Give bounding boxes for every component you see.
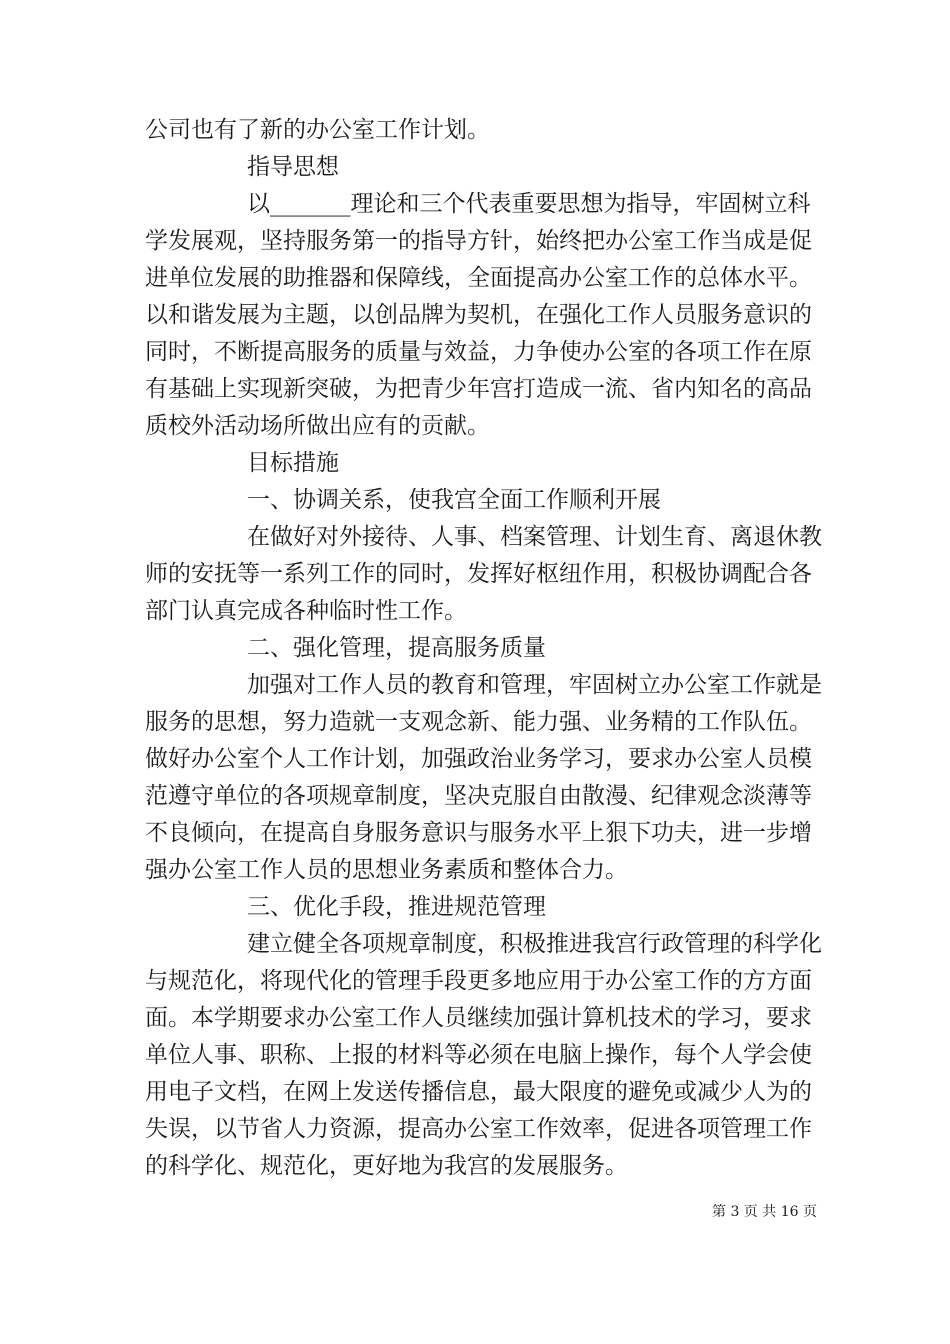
paragraph-line: 与规范化，将现代化的管理手段更多地应用于办公室工作的方方面	[145, 968, 812, 994]
document-body	[145, 112, 822, 1185]
paragraph-line: 做好办公室个人工作计划，加强政治业务学习，要求办公室人员模	[145, 746, 812, 772]
paragraph-line: 在做好对外接待、人事、档案管理、计划生育、离退休教	[247, 524, 822, 550]
subsection-heading: 一、协调关系，使我宫全面工作顺利开展	[247, 487, 661, 513]
paragraph-line: 进单位发展的助推器和保障线，全面提高办公室工作的总体水平。	[145, 265, 812, 291]
section-heading: 指导思想	[247, 154, 339, 180]
paragraph-line: 以_______理论和三个代表重要思想为指导，牢固树立科	[247, 191, 811, 217]
paragraph-line: 公司也有了新的办公室工作计划。	[145, 117, 490, 143]
paragraph-line: 强办公室工作人员的思想业务素质和整体合力。	[145, 857, 628, 883]
paragraph-line: 质校外活动场所做出应有的贡献。	[145, 413, 490, 439]
paragraph-line: 用电子文档，在网上发送传播信息，最大限度的避免或减少人为的	[145, 1079, 812, 1105]
paragraph-line: 建立健全各项规章制度，积极推进我宫行政管理的科学化	[247, 931, 822, 957]
paragraph-line: 加强对工作人员的教育和管理，牢固树立办公室工作就是	[247, 672, 822, 698]
paragraph-line: 师的安抚等一系列工作的同时，发挥好枢纽作用，积极协调配合各	[145, 561, 812, 587]
paragraph-line: 部门认真完成各种临时性工作。	[145, 598, 467, 624]
paragraph-line: 以和谐发展为主题，以创品牌为契机，在强化工作人员服务意识的	[145, 302, 812, 328]
subsection-heading: 二、强化管理，提高服务质量	[247, 635, 546, 661]
paragraph-line: 有基础上实现新突破，为把青少年宫打造成一流、省内知名的高品	[145, 376, 812, 402]
section-heading: 目标措施	[247, 450, 339, 476]
page-number-footer: 第 3 页 共 16 页	[712, 1204, 817, 1220]
paragraph-line: 单位人事、职称、上报的材料等必须在电脑上操作，每个人学会使	[145, 1042, 812, 1068]
paragraph-line: 服务的思想，努力造就一支观念新、能力强、业务精的工作队伍。	[145, 709, 812, 735]
paragraph-line: 同时，不断提高服务的质量与效益，力争使办公室的各项工作在原	[145, 339, 812, 365]
paragraph-line: 范遵守单位的各项规章制度，坚决克服自由散漫、纪律观念淡薄等	[145, 783, 812, 809]
paragraph-line: 失误，以节省人力资源，提高办公室工作效率，促进各项管理工作	[145, 1116, 812, 1142]
paragraph-line: 学发展观，坚持服务第一的指导方针，始终把办公室工作当成是促	[145, 228, 812, 254]
subsection-heading: 三、优化手段，推进规范管理	[247, 894, 546, 920]
paragraph-line: 不良倾向，在提高自身服务意识与服务水平上狠下功夫，进一步增	[145, 820, 812, 846]
paragraph-line: 的科学化、规范化，更好地为我宫的发展服务。	[145, 1153, 628, 1179]
paragraph-line: 面。本学期要求办公室工作人员继续加强计算机技术的学习，要求	[145, 1005, 812, 1031]
